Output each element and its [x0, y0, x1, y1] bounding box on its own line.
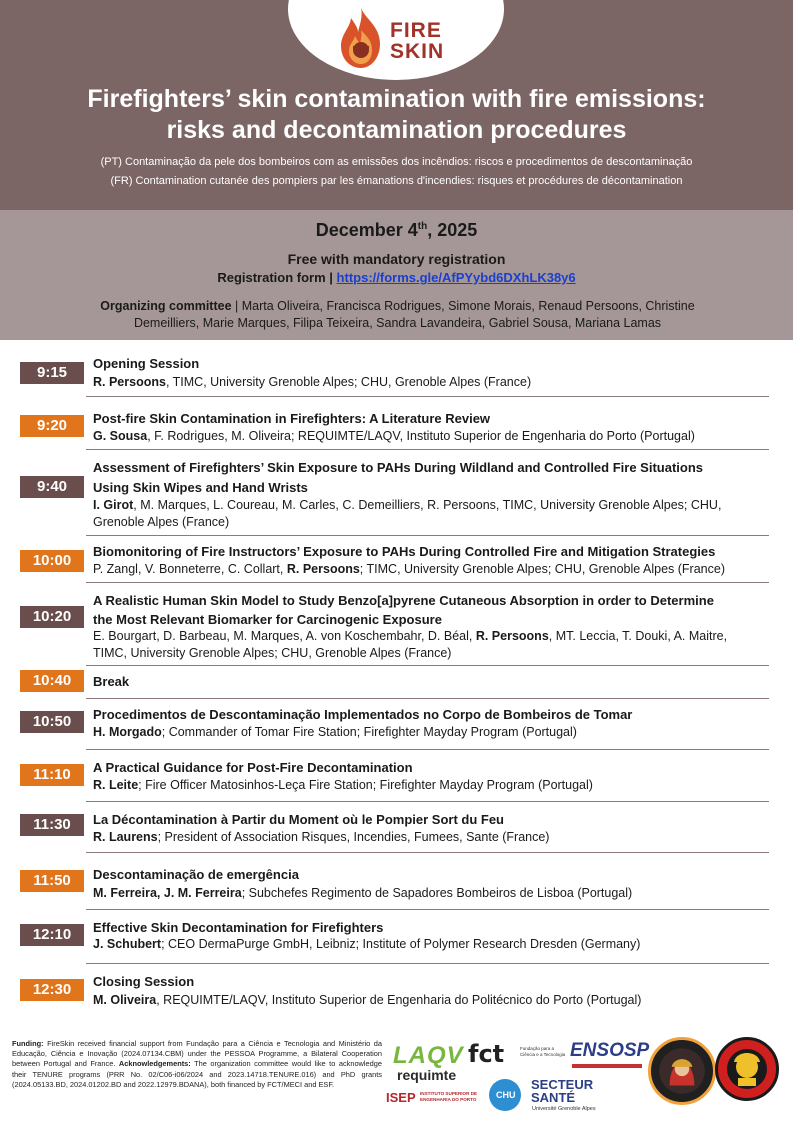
session-affiliation: , REQUIMTE/LAQV, Instituto Superior de Engenharia do Politécnico do Porto (Portugal) [156, 993, 642, 1007]
session-title: Closing Session [93, 974, 195, 989]
session-speaker: G. Sousa [93, 429, 148, 443]
session-divider [86, 698, 769, 699]
session-affiliation-line-2: Grenoble Alpes (France) [93, 515, 230, 529]
session-authors [93, 428, 773, 445]
committee-members: | Marta Oliveira, Francisca Rodrigues, Simone Morais, Renaud Persoons, Christine Demeilliers, Marie Marques, Filipa Teixeira, Sandra Lavandeira, Gabriel Sousa, Mariana Lamas [133, 299, 695, 330]
session-affiliation-line-2: TIMC, University Grenoble Alpes; CHU, Grenoble Alpes (France) [93, 646, 452, 660]
title-line-1: Firefighters’ skin contamination with fire emissions: [87, 85, 706, 113]
session-title: Biomonitoring of Fire Instructors’ Exposure to PAHs During Controlled Fire and Mitigation Strategies [93, 544, 716, 559]
session-authors [93, 885, 773, 902]
session-divider [86, 396, 769, 397]
session-authors [93, 628, 773, 662]
session-time-badge: 10:00 [20, 550, 84, 572]
isep-logo: ISEP [386, 1090, 416, 1105]
laqv-logo: LAQV [393, 1042, 464, 1069]
session-divider [86, 449, 769, 450]
funding-acknowledgements [12, 1039, 382, 1090]
date-suffix: th [417, 221, 428, 232]
requimte-logo: requimte [397, 1067, 457, 1083]
session-time-badge: 12:10 [20, 924, 84, 946]
page-title [0, 84, 793, 146]
session-title: Opening Session [93, 356, 200, 371]
session-time-badge: 11:10 [20, 764, 84, 786]
session-authors [93, 724, 773, 741]
session-title-line-1: Assessment of Firefighters’ Skin Exposure to PAHs During Wildland and Controlled Fire Situations [93, 460, 704, 475]
acknowledgements-text: The organization committee would like to acknowledge their TENURE programs (PRR No. 02/C06-i06/2024 and 2023.14718.TENURE.016) and PhD grants (2024.05133.BD, 2024.01202.BD and 2022.12979.BDANA), both financed by FCT/MECI and ESF. [12, 1059, 382, 1089]
committee-label: Organizing committee [100, 299, 232, 313]
fireskin-flame-icon [336, 6, 386, 70]
firefighter-emblem-icon [651, 1040, 713, 1102]
event-info-band [0, 210, 793, 340]
session-title: Descontaminação de emergência [93, 867, 299, 882]
logo-line-skin: SKIN [390, 40, 445, 63]
session-authors [93, 992, 773, 1009]
fct-logo: fct [468, 1040, 505, 1068]
sante-label: SANTÉ [531, 1090, 576, 1105]
session-authors [93, 561, 773, 578]
session-divider [86, 801, 769, 802]
fct-subtitle: Fundação para a Ciência e a Tecnologia [520, 1046, 566, 1057]
session-affiliation: , M. Marques, L. Coureau, M. Carles, C. Demeilliers, R. Persoons, TIMC, University Grenoble Alpes; CHU, [133, 498, 722, 512]
session-speaker: J. Schubert [93, 937, 162, 951]
date-main: December 4 [315, 220, 418, 240]
session-speaker: H. Morgado [93, 725, 162, 739]
session-title-line-1: A Realistic Human Skin Model to Study Benzo[a]pyrene Cutaneous Absorption in order to Determine [93, 593, 714, 608]
session-affiliation: ; Commander of Tomar Fire Station; Firefighter Mayday Program (Portugal) [161, 725, 577, 739]
firefighter-mayday-badge [715, 1037, 779, 1101]
registration-label: Registration form | [217, 270, 333, 285]
session-affiliation: ; Fire Officer Matosinhos-Leça Fire Station; Firefighter Mayday Program (Portugal) [138, 778, 593, 792]
session-affiliation: ; Subchefes Regimento de Sapadores Bombeiros de Lisboa (Portugal) [241, 886, 633, 900]
date-year: , 2025 [427, 220, 478, 240]
session-speaker: M. Oliveira [93, 993, 157, 1007]
session-speaker: R. Leite [93, 778, 139, 792]
session-authors [93, 374, 773, 391]
session-affiliation: , F. Rodrigues, M. Oliveira; REQUIMTE/LAQV, Instituto Superior de Engenharia do Porto (Portugal) [147, 429, 695, 443]
session-time-badge: 9:40 [20, 476, 84, 498]
session-time-badge: 11:50 [20, 870, 84, 892]
session-time-badge: 9:20 [20, 415, 84, 437]
session-affiliation: ; CEO DermaPurge GmbH, Leibniz; Institute of Polymer Research Dresden (Germany) [161, 937, 641, 951]
session-time-badge: 10:40 [20, 670, 84, 692]
event-date [0, 220, 793, 241]
session-title: Procedimentos de Descontaminação Implementados no Corpo de Bombeiros de Tomar [93, 707, 633, 722]
session-title-line-2: Using Skin Wipes and Hand Wrists [93, 480, 308, 495]
subtitle-pt: (PT) Contaminação da pele dos bombeiros com as emissões dos incêndios: riscos e procedimentos de descontaminação [100, 156, 693, 168]
session-divider [86, 963, 769, 964]
session-title: Break [93, 674, 130, 689]
session-time-badge: 10:50 [20, 711, 84, 733]
ensosp-underline [572, 1064, 642, 1068]
session-speaker: M. Ferreira, J. M. Ferreira [93, 886, 242, 900]
uga-label: Université Grenoble Alpes [532, 1106, 596, 1112]
funding-label: Funding: [12, 1039, 44, 1048]
session-affiliation: , TIMC, University Grenoble Alpes; CHU, Grenoble Alpes (France) [165, 375, 532, 389]
session-affiliation: ; TIMC, University Grenoble Alpes; CHU, Grenoble Alpes (France) [359, 562, 725, 576]
secteur-sante-logo [531, 1078, 593, 1104]
logo-line-fire: FIRE [390, 19, 442, 42]
session-time-badge: 12:30 [20, 979, 84, 1001]
mayday-firefighter-icon [718, 1040, 776, 1098]
session-divider [86, 909, 769, 910]
session-coauthors: P. Zangl, V. Bonneterre, C. Collart, [93, 562, 287, 576]
session-authors [93, 936, 773, 953]
session-title: Effective Skin Decontamination for Firefighters [93, 920, 384, 935]
session-speaker: R. Persoons [475, 629, 549, 643]
session-time-badge: 9:15 [20, 362, 84, 384]
subtitle-fr: (FR) Contamination cutanée des pompiers par les émanations d'incendies: risques et procédures de décontamination [110, 175, 683, 187]
session-time-badge: 11:30 [20, 814, 84, 836]
title-line-2: risks and decontamination procedures [166, 116, 627, 144]
chu-logo-text: CHU [496, 1090, 516, 1100]
footer [0, 1030, 793, 1123]
registration-line [0, 270, 793, 285]
session-divider [86, 582, 769, 583]
session-speaker: I. Girot [93, 498, 134, 512]
session-title: La Décontamination à Partir du Moment où le Pompier Sort du Feu [93, 812, 504, 827]
organizing-committee [70, 298, 725, 332]
session-coauthors: E. Bourgart, D. Barbeau, M. Marques, A. von Koschembahr, D. Béal, [93, 629, 476, 643]
header-banner [0, 0, 793, 210]
session-divider [86, 749, 769, 750]
session-speaker: R. Laurens [93, 830, 158, 844]
secteur-label: SECTEUR [531, 1077, 594, 1092]
registration-link[interactable]: https://forms.gle/AfPYybd6DXhLK38y6 [336, 270, 576, 285]
session-time-badge: 10:20 [20, 606, 84, 628]
session-title: A Practical Guidance for Post-Fire Decontamination [93, 760, 413, 775]
session-title-line-2: the Most Relevant Biomarker for Carcinogenic Exposure [93, 612, 442, 627]
fireskin-logo-text [390, 20, 444, 62]
session-speaker: R. Persoons [93, 375, 166, 389]
session-divider [86, 852, 769, 853]
session-speaker: R. Persoons [286, 562, 360, 576]
session-authors [93, 777, 773, 794]
session-divider [86, 665, 769, 666]
acknowledgements-label: Acknowledgements: [118, 1059, 191, 1069]
funding-text: FireSkin received financial support from Fundação para a Ciência e Tecnologia and Ministério da Educação, Ciência e Inovação (2024.07134.CBM) under the PESSOA Programme, a Bilateral Cooperation between Portugal and France. [12, 1039, 382, 1069]
ensosp-logo: ENSOSP [570, 1040, 650, 1061]
session-affiliation: ; President of Association Risques, Incendies, Fumees, Sante (France) [157, 830, 550, 844]
session-authors [93, 829, 773, 846]
session-title: Post-fire Skin Contamination in Firefighters: A Literature Review [93, 411, 491, 426]
isep-subtitle: INSTITUTO SUPERIOR DE ENGENHARIA DO PORTO [420, 1091, 478, 1102]
session-authors [93, 497, 773, 531]
session-affiliation: , MT. Leccia, T. Douki, A. Maitre, [548, 629, 728, 643]
free-registration-note: Free with mandatory registration [287, 251, 506, 267]
association-rifs-badge [648, 1037, 716, 1105]
session-divider [86, 535, 769, 536]
